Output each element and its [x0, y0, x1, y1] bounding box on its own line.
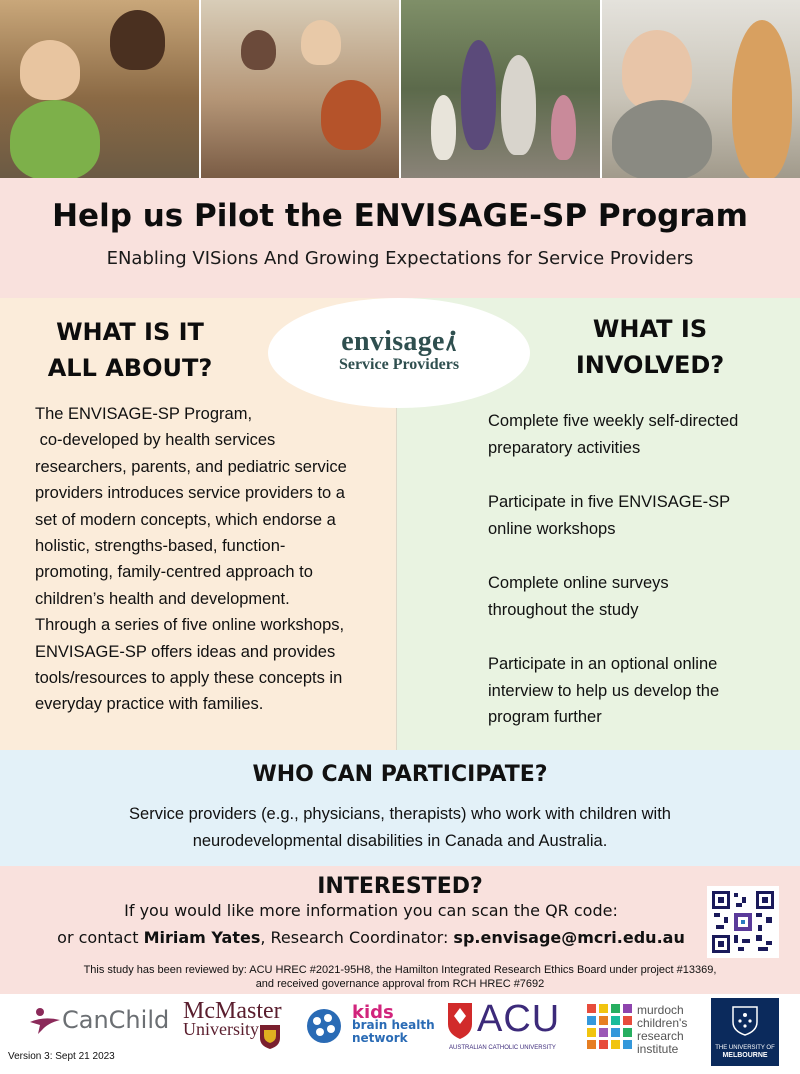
page-title: Help us Pilot the ENVISAGE-SP Program — [52, 198, 748, 234]
photo-strip — [0, 0, 800, 178]
acu-subtitle: AUSTRALIAN CATHOLIC UNIVERSITY — [449, 1045, 556, 1051]
about-line: Through a series of five online workshops, — [35, 616, 345, 635]
about-line: tools/resources to apply these concepts in — [35, 669, 343, 688]
involved-item — [488, 570, 778, 623]
jumping-figure-icon — [445, 330, 457, 352]
about-line: promoting, family-centred approach to — [35, 563, 313, 582]
involved-item-line: Complete five weekly self-directed — [488, 412, 739, 430]
canchild-logo — [28, 1006, 169, 1036]
involved-item-line: preparatory activities — [488, 438, 641, 457]
mcmaster-logo — [183, 998, 282, 1039]
acu-logo — [447, 998, 561, 1051]
uom-line: MELBOURNE — [722, 1052, 768, 1059]
about-heading-line: WHAT IS IT — [56, 318, 204, 346]
mcri-line: institute — [637, 1042, 679, 1056]
title-band — [0, 178, 800, 298]
involved-heading-line: WHAT IS — [592, 315, 708, 343]
photo-boy-in-wheelchair — [602, 0, 800, 178]
mcri-line: children's — [637, 1016, 688, 1030]
about-line: researchers, parents, and pediatric service — [35, 457, 347, 476]
who-section — [0, 750, 800, 866]
kbhn-line: brain health — [352, 1018, 435, 1032]
acu-shield-icon — [447, 1002, 473, 1040]
involved-list — [488, 408, 778, 759]
page-subtitle: ENabling VISions And Growing Expectations for Service Providers — [106, 248, 694, 269]
involved-item-line: interview to help us develop the — [488, 681, 720, 700]
who-heading: WHO CAN PARTICIPATE? — [252, 762, 548, 787]
who-line: Service providers (e.g., physicians, therapists) who work with children with — [129, 805, 671, 823]
envisage-logo-main — [268, 326, 530, 358]
about-body — [35, 401, 375, 718]
about-line: The ENVISAGE-SP Program, — [35, 405, 253, 423]
about-line: children’s health and development. — [35, 589, 290, 608]
acu-wordmark: ACU — [477, 998, 561, 1040]
mcmaster-line: University — [183, 1019, 259, 1039]
who-line: neurodevelopmental disabilities in Canada and Australia. — [192, 832, 608, 850]
qr-code[interactable] — [707, 886, 779, 958]
about-line: providers introduces service providers to a — [35, 484, 345, 503]
envisage-logo-wordmark: envisage — [341, 326, 445, 357]
involved-item-line: program further — [488, 708, 602, 726]
involved-item — [488, 489, 778, 542]
contact-line — [0, 928, 742, 947]
contact-role: , Research Coordinator: — [260, 928, 454, 947]
mcri-mosaic-icon — [587, 1004, 633, 1054]
about-line: co-developed by health services — [35, 431, 276, 450]
column-divider — [396, 400, 397, 750]
mcri-wordmark — [637, 1004, 697, 1056]
involved-item — [488, 408, 778, 461]
about-line: ENVISAGE-SP offers ideas and provides — [35, 642, 336, 661]
ethics-line: This study has been reviewed by: ACU HREC #2021-95H8, the Hamilton Integrated Research Ethics Board under project #13369, — [83, 964, 717, 976]
involved-item-line: online workshops — [488, 519, 616, 538]
interested-heading: INTERESTED? — [317, 874, 483, 899]
involved-item — [488, 651, 778, 731]
envisage-logo-sub: Service Providers — [338, 356, 460, 373]
photo-classroom-children — [201, 0, 402, 178]
canchild-wordmark: CanChild — [62, 1006, 170, 1034]
version-label: Version 3: Sept 21 2023 — [8, 1051, 115, 1062]
kbhn-line: kids — [352, 1002, 394, 1023]
about-line: holistic, strengths-based, function- — [35, 537, 286, 556]
partner-logos — [0, 994, 800, 1074]
melbourne-crest-icon — [732, 1006, 758, 1036]
involved-heading — [545, 311, 755, 383]
canchild-mark-icon — [28, 1006, 62, 1036]
about-line: everyday practice with families. — [35, 695, 264, 714]
contact-prefix: or contact — [57, 928, 144, 947]
ethics-statement — [20, 963, 780, 991]
interested-line: If you would like more information you can scan the QR code: — [124, 901, 618, 920]
contact-name: Miriam Yates — [143, 928, 261, 947]
involved-item-line: Participate in an optional online — [488, 655, 718, 673]
contact-email-link[interactable]: sp.envisage@mcri.edu.au — [453, 928, 685, 947]
kids-brain-health-network-logo — [352, 1002, 435, 1045]
about-heading-line: ALL ABOUT? — [47, 354, 213, 382]
mcmaster-crest-icon — [259, 1024, 281, 1050]
uom-line: THE UNIVERSITY OF — [715, 1045, 775, 1051]
interested-section — [0, 866, 800, 994]
qr-code-icon — [710, 889, 776, 955]
about-heading — [20, 314, 240, 386]
mcri-line: research — [637, 1029, 684, 1043]
involved-item-line: throughout the study — [488, 600, 639, 619]
university-of-melbourne-logo — [711, 998, 779, 1066]
ethics-line: and received governance approval from RCH HREC #7692 — [255, 978, 545, 990]
mcri-line: murdoch — [637, 1003, 684, 1017]
mcmaster-line: McMaster — [183, 998, 282, 1024]
who-text — [70, 801, 730, 855]
involved-heading-line: INVOLVED? — [575, 351, 725, 379]
photo-family-walking — [401, 0, 602, 178]
brain-icon — [304, 1006, 344, 1046]
envisage-logo — [268, 298, 530, 408]
about-line: set of modern concepts, which endorse a — [35, 510, 336, 529]
kbhn-line: network — [352, 1031, 408, 1045]
involved-item-line: Participate in five ENVISAGE-SP — [488, 493, 731, 511]
photo-teacher-and-boy — [0, 0, 201, 178]
involved-item-line: Complete online surveys — [488, 574, 669, 592]
